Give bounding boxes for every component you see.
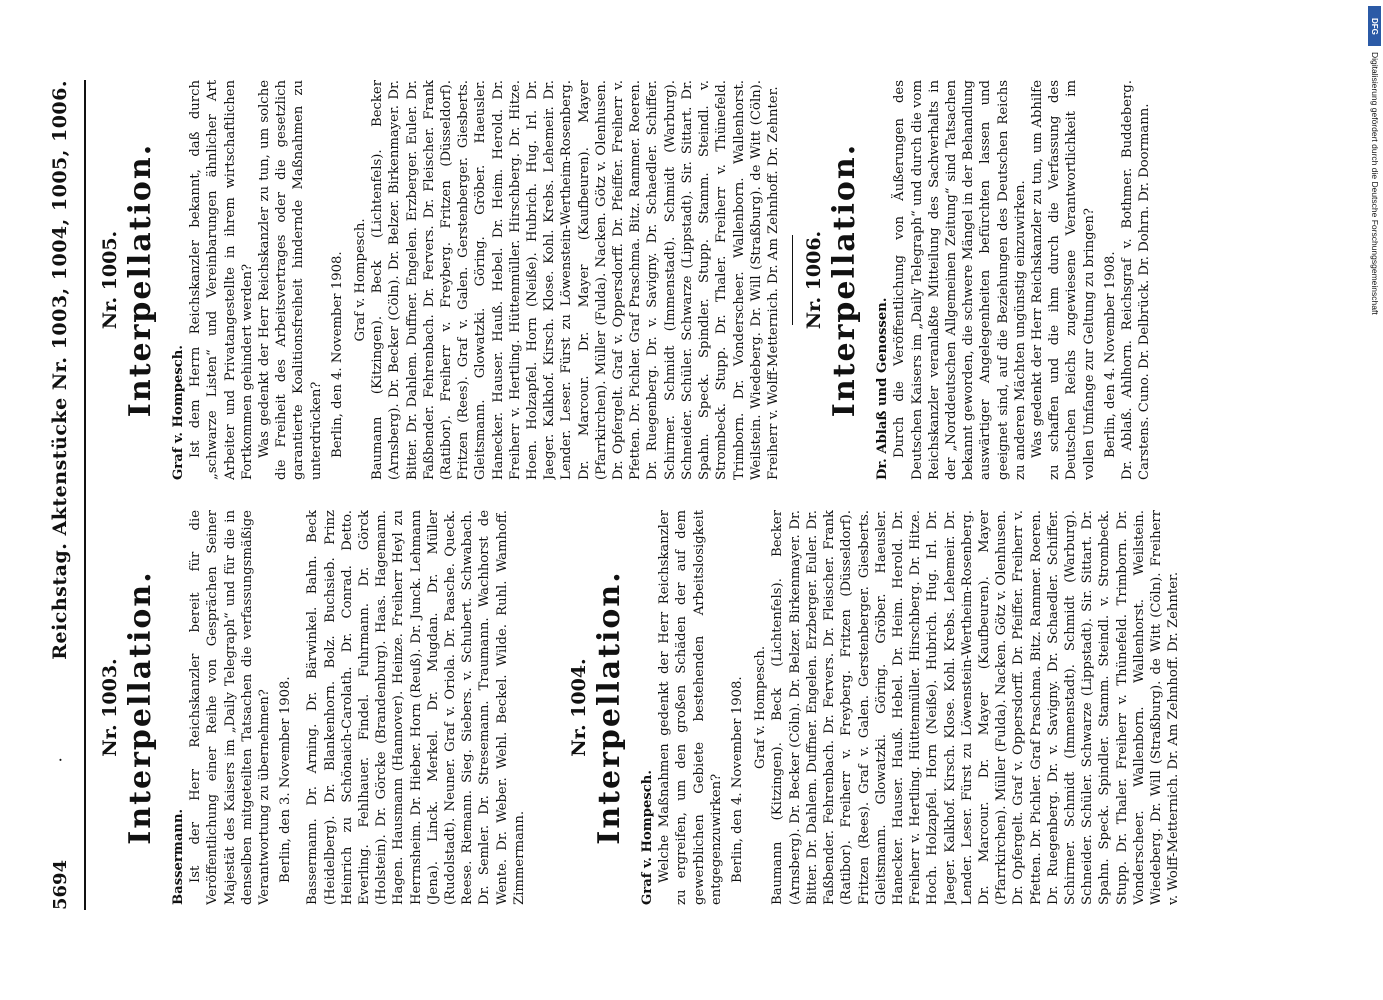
interpellation-text-2: Was gedenkt der Herr Reichskanzler zu tun, um Abhilfe zu schaffen und die ihm durch die Verfassung des Deutschen Reichs zugewiesene Verantwortlichkeit im vollen Umfange zur Geltung zu bringen?	[1029, 80, 1097, 480]
doc-1005	[99, 80, 782, 480]
doc-heading: Interpellation.	[827, 142, 863, 418]
doc-number: Nr. 1004.	[568, 658, 591, 757]
column-left	[95, 510, 1345, 905]
date-line: Berlin, den 4. November 1908.	[1102, 251, 1118, 458]
doc-number: Nr. 1005.	[99, 230, 121, 330]
signer: Graf v. Hompesch.	[753, 645, 769, 770]
doc-heading: Interpellation.	[123, 570, 158, 845]
credit-text: Digitalisierung gefördert durch die Deutsche Forschungsgemeinschaft	[1370, 52, 1380, 315]
section-divider	[792, 235, 793, 325]
date-line: Berlin, den 4. November 1908.	[730, 676, 746, 883]
page-number: 5694	[49, 859, 71, 910]
interpellation-text-1: Ist dem Herrn Reichskanzler bekannt, daß durch „schwarze Listen“ und Vereinbarungen ähnlicher Art Arbeiter und Privatangestellte in ihrem wirtschaftlichen Fortkommen gehindert werden?	[188, 80, 255, 480]
doc-number: Nr. 1006.	[803, 230, 826, 330]
doc-heading: Interpellation.	[123, 142, 158, 418]
dfg-logo: DFG	[1368, 6, 1381, 46]
page-header	[40, 80, 86, 910]
signatories: Baumann (Kitzingen). Beck (Lichtenfels). Becker (Arnsberg). Dr. Becker (Cöln). Dr. Belzer. Birkenmayer. Dr. Bitter. Dr. Dahlem. Duffner. Engelen. Erzberger. Euler. Dr. Faßbender. Fehrenbach. Dr. Fervers. Dr. Fleischer. Frank (Ratibor). Freiherr v. Freyberg. Fritzen (Düsseldorf). Fritzen (Rees). Graf v. Galen. Gerstenberger. Giesberts. Gleitsmann. Glowatzki. Göring. Gröber. Haeusler. Hanecker. Hauser. Hauß. Hebel. Dr. Heim. Herold. Dr. Freiherr v. Hertling. Hüttenmüller. Hirschberg. Dr. Hitze. Hoen. Holzapfel. Horn (Neiße). Hubrich. Hug. Irl. Dr. Jaeger. Kalkhof. Kirsch. Klose. Kohl. Krebs. Lehemeir. Dr. Lender. Leser. Fürst zu Löwenstein-Wertheim-Rosenberg. Dr. Marcour. Dr. Mayer (Kaufbeuren). Mayer (Pfarrkirchen). Müller (Fulda). Nacken. Götz v. Olenhusen. Dr. Opfergelt. Graf v. Oppersdorff. Dr. Pfeiffer. Freiherr v. Pfetten. Dr. Pichler. Graf Praschma. Bitz. Rammer. Roeren. Dr. Ruegenberg. Dr. v. Savigny. Dr. Schaedler. Schiffer. Schirmer. Schmidt (Immenstadt). Schmidt (Warburg). Schneider. Schüler. Schwarze (Lippstadt). Sir. Sittart. Dr. Spahn. Speck. Spindler. Stupp. Stamm. Steindl. v. Strombeck. Stupp. Dr. Thaler. Freiherr v. Thünefeld. Trimborn. Dr. Vonderscheer. Wallenborn. Wallenhorst. Weilstein. Wiedeberg. Dr. Will (Straßburg). de Witt (Cöln). Freiherr v. Wolff-Metternich. Dr. Am Zehnhoff. Dr. Zehnter.	[370, 80, 781, 480]
interpellation-text: Welche Maßnahmen gedenkt der Herr Reichskanzler zu ergreifen, um den großen Schäden der auf dem gewerblichen Gebiete bestehenden Arbeitslosigkeit entgegenzuwirken?	[657, 510, 724, 905]
doc-1003	[99, 510, 528, 905]
signatories: Baumann (Kitzingen). Beck (Lichtenfels). Becker (Arnsberg). Dr. Becker (Cöln). Dr. Belzer. Birkenmayer. Dr. Bitter. Dr. Dahlem. Duffner. Engelen. Erzberger. Euler. Dr. Faßbender. Fehrenbach. Dr. Fervers. Dr. Fleischer. Frank (Ratibor). Freiherr v. Freyberg. Fritzen (Düsseldorf). Fritzen (Rees). Graf v. Galen. Gerstenberger. Giesberts. Gleitsmann. Glowatzki. Göring. Gröber. Haeusler. Hanecker. Hauser. Hauß. Hebel. Dr. Heim. Herold. Dr. Freiherr v. Hertling. Hüttenmüller. Hirschberg. Dr. Hitze. Hoch. Holzapfel. Horn (Neiße). Hubrich. Hug. Irl. Dr. Jaeger. Kalkhof. Kirsch. Klose. Kohl. Krebs. Lehemeir. Dr. Lender. Leser. Fürst zu Löwenstein-Wertheim-Rosenberg. Dr. Marcour. Dr. Mayer (Kaufbeuren). Mayer (Pfarrkirchen). Müller (Fulda). Nacken. Götz v. Olenhusen. Dr. Opfergelt. Graf v. Oppersdorff. Dr. Pfeiffer. Freiherr v. Pfetten. Dr. Pichler. Graf Praschma. Bitz. Rammer. Roeren. Dr. Ruegenberg. Dr. v. Savigny. Dr. Schaedler. Schiffer. Schirmer. Schmidt (Immenstadt). Schmidt (Warburg). Schneider. Schüler. Schwarze (Lippstadt). Sir. Sittart. Dr. Spahn. Speck. Spindler. Stamm. Steindl. v. Strombeck. Stupp. Dr. Thaler. Freiherr v. Thünefeld. Trimborn. Dr. Vonderscheer. Wallenborn. Wallenhorst. Weilstein. Wiedeberg. Dr. Will (Straßburg). de Witt (Cöln). Freiherr v. Wolff-Metternich. Dr. Am Zehnhoff. Dr. Zehnter.	[770, 510, 1182, 905]
doc-heading: Interpellation.	[592, 570, 628, 845]
doc-1004	[568, 510, 1182, 905]
interpellation-text-1: Durch die Veröffentlichung von Äußerungen des Deutschen Kaisers im „Daily Telegraph“ und durch die vom Reichskanzler veranlaßte Mitteilung des Sachverhalts in der „Norddeutschen Allgemeinen Zeitung“ sind Tatsachen bekannt geworden, die schwere Mängel in der Behandlung auswärtiger Angelegenheiten befürchten lassen und geeignet sind, auf die Beziehungen des Deutschen Reichs zu anderen Mächten ungünstig einzuwirken.	[892, 80, 1028, 480]
column-right	[95, 80, 1345, 480]
speaker: Graf v. Hompesch.	[640, 770, 656, 905]
doc-number: Nr. 1003.	[99, 658, 121, 757]
header-tick: ·	[50, 757, 70, 763]
speaker: Bassermann.	[171, 808, 186, 905]
date-line: Berlin, den 3. November 1908.	[278, 676, 294, 883]
signatories: Dr. Ablaß. Ahlhorn. Reichsgraf v. Bothmer. Buddeberg. Carstens. Cuno. Dr. Delbrück. Dr. Dohrn. Dr. Doormann.	[1119, 80, 1153, 480]
doc-1006	[803, 80, 1153, 480]
signer: Graf v. Hompesch.	[353, 218, 369, 342]
date-line: Berlin, den 4. November 1908.	[329, 251, 345, 458]
header-title: Reichstag. Aktenstücke Nr. 1003, 1004, 1005, 1006.	[49, 80, 71, 660]
signatories: Bassermann. Dr. Arning. Dr. Bärwinkel. Bahn. Beck (Heidelberg). Dr. Blankenhorn. Bolz. Buchsieb. Prinz Heinrich zu Schönaich-Carolath. Dr. Conrad. Detto. Everling. Fehlhauer. Findel. Fuhrmann. Dr. Görck (Holstein). Dr. Görcke (Brandenburg). Haas. Hagemann. Hagen. Hausmann (Hannover). Heinze. Freiherr Heyl zu Herrnsheim. Dr. Hieber. Horn (Reuß). Dr. Junck. Lehmann (Jena). Linck. Merkel. Dr. Mugdan. Dr. Müller (Rudolstadt). Neuner. Graf v. Oriola. Dr. Paasche. Queck. Reese. Riemann. Sieg. Siebers. v. Schubert. Schwabach. Dr. Semler. Dr. Stresemann. Traumann. Wachhorst de Wente. Dr. Weber. Wehl. Beckel. Wilde. Ruhl. Wamhoff. Zimmermann.	[305, 510, 527, 905]
interpellation-text-2: Was gedenkt der Herr Reichskanzler zu tun, um solche die Freiheit des Arbeitsvertrages oder die gesetzlich garantierte Koalitionsfreiheit hindernde Maßnahmen zu unterdrücken?	[257, 80, 324, 480]
speaker: Graf v. Hompesch.	[171, 345, 186, 480]
speaker: Dr. Ablaß und Genossen.	[875, 297, 891, 480]
interpellation-text: Ist der Herr Reichskanzler bereit für die Veröffentlichung einer Reihe von Gesprächen Seiner Majestät des Kaisers im „Daily Telegraph“ und für die in denselben mitgeteilten Tatsachen die verfassungsmäßige Verantwortung zu übernehmen?	[188, 510, 273, 905]
